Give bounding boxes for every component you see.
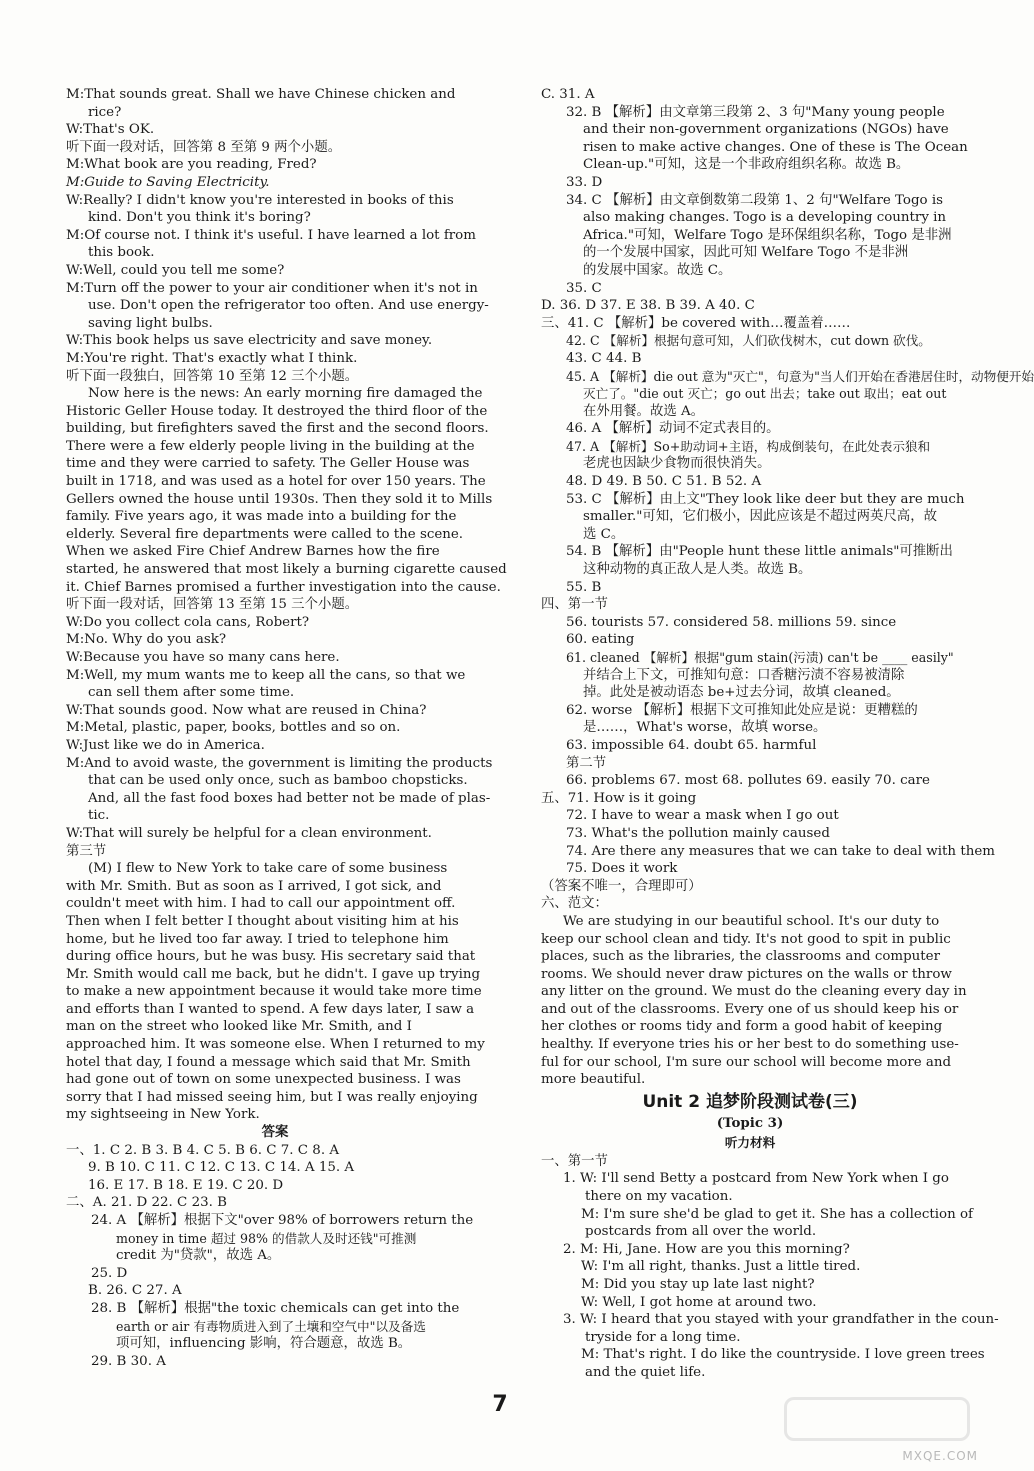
text-line: M:Metal, plastic, paper, books, bottles and so on. <box>66 720 401 736</box>
answer-line: 项可知，influencing 影响，符合题意，故选 B。 <box>116 1336 412 1352</box>
section-heading: 四、第一节 <box>541 597 608 613</box>
text-line: man on the street who looked like Mr. Smith, and I <box>66 1019 412 1035</box>
answer-line: 54. B 【解析】由"People hunt these little animals"可推断出 <box>566 544 953 560</box>
text-line: time and they were carried to safety. The Geller House was <box>66 456 470 472</box>
answer-line: 48. D 49. B 50. C 51. B 52. A <box>566 474 762 490</box>
text-line: M:And to avoid waste, the government is limiting the products <box>66 755 493 771</box>
dialogue-line: W: I'm all right, thanks. Just a little tired. <box>581 1259 861 1275</box>
answer-line: 老虎也因缺少食物而很快消失。 <box>583 456 771 472</box>
answer-line: 61. cleaned 【解析】根据"gum stain(污渍) can't be ____ easily" <box>566 650 954 665</box>
text-line: saving light bulbs. <box>88 315 213 331</box>
answer-line: 33. D <box>566 174 603 190</box>
answer-line: 灭亡了。"die out 灭亡；go out 出去；take out 取出；eat out <box>583 386 947 402</box>
answer-line: 75. Does it work <box>566 861 678 877</box>
text-line: and efforts than I wanted to spend. A few days later, I saw a <box>66 1001 475 1017</box>
text-line: had gone out of town on some unexpected business. I was <box>66 1072 461 1088</box>
answer-line: smaller."可知，它们极小，因此应该是不超过两英尺高，故 <box>583 509 937 525</box>
text-line: this book. <box>88 245 155 261</box>
section-title: Unit 2 追梦阶段测试卷(三) <box>642 1091 858 1112</box>
text-line: tic. <box>88 808 110 824</box>
text-line: W:Do you collect cola cans, Robert? <box>66 614 310 630</box>
essay-line: places, such as the libraries, the classrooms and computer <box>541 949 940 965</box>
text-line: hotel that day, I found a message which said that Mr. Smith <box>66 1054 471 1070</box>
text-line: 听下面一段独白，回答第 10 至第 12 三个小题。 <box>66 368 359 384</box>
answer-line: 62. worse 【解析】根据下文可推知此处应是说：更糟糕的 <box>566 702 918 718</box>
text-line: 听下面一段对话，回答第 8 至第 9 两个小题。 <box>66 139 342 155</box>
text-line: M:Guide to Saving Electricity. <box>66 174 270 190</box>
essay-line: her clothes or rooms tidy and form a good habit of keeping <box>541 1019 943 1035</box>
text-line: W:Well, could you tell me some? <box>66 262 285 278</box>
answer-line: D. 36. D 37. E 38. B 39. A 40. C <box>541 298 755 314</box>
essay-line: We are studying in our beautiful school. It's our duty to <box>563 913 940 929</box>
answer-line: 42. C 【解析】根据句意可知，人们砍伐树木，cut down 砍伐。 <box>566 333 931 349</box>
text-line: use. Don't open the refrigerator too often. And use energy- <box>88 298 489 314</box>
answer-line: C. 31. A <box>541 87 595 102</box>
answer-line: B. 26. C 27. A <box>88 1283 182 1299</box>
watermark-text: MXQE.COM <box>902 1449 978 1463</box>
answer-line: 43. C 44. B <box>566 350 642 366</box>
text-line: W:Because you have so many cans here. <box>66 650 340 665</box>
answer-line: 56. tourists 57. considered 58. millions 59. since <box>566 614 897 630</box>
text-line: There were a few elderly people living in the building at the <box>66 438 475 454</box>
text-line: Mr. Smith would call me back, but he didn't. I gave up trying <box>66 966 481 982</box>
dialogue-line: 3. W: I heard that you stayed with your grandfather in the coun- <box>563 1312 999 1328</box>
text-line: W:Just like we do in America. <box>66 737 265 753</box>
text-line: started, he answered that most likely a burning cigarette caused <box>66 562 507 578</box>
left-column <box>66 86 507 1370</box>
text-line: to make a new appointment because it would take more time <box>66 984 482 1000</box>
answer-line: 并结合上下文，可推知句意：口香糖污渍不容易被清除 <box>583 667 905 683</box>
dialogue-line: W: Well, I got home at around two. <box>581 1294 817 1310</box>
text-line: rice? <box>88 104 122 120</box>
answer-line: 73. What's the pollution mainly caused <box>566 825 830 841</box>
dialogue-line: M: That's right. I do like the countryside. I love green trees <box>581 1347 985 1363</box>
answer-line: and their non-government organizations (NGOs) have <box>583 122 949 138</box>
answer-line: 74. Are there any measures that we can take to deal with them <box>566 843 995 859</box>
text-line: M:Of course not. I think it's useful. I have learned a lot from <box>66 227 476 243</box>
answer-line: money in time 超过 98% 的借款人及时还钱"可推测 <box>116 1230 417 1246</box>
answer-line: 选 C。 <box>583 526 625 542</box>
answer-line: 45. A 【解析】die out 意为"灭亡"，句意为"当人们开始在香港居住时，动物便开始 <box>566 368 1034 384</box>
text-line: approached him. It was someone else. When I returned to my <box>66 1037 485 1053</box>
text-line: with Mr. Smith. But as soon as I arrived, I got sick, and <box>66 878 442 894</box>
text-line: W:Really? I didn't know you're interested in books of this <box>66 192 454 208</box>
section-label: 听力材料 <box>724 1134 776 1150</box>
answer-line: 72. I have to wear a mask when I go out <box>566 808 839 824</box>
answer-line: 16. E 17. B 18. E 19. C 20. D <box>88 1177 284 1193</box>
dialogue-line: M: I'm sure she'd be glad to get it. She has a collection of <box>581 1206 973 1222</box>
answer-line: risen to make active changes. One of these is The Ocean <box>583 139 968 155</box>
essay-line: keep our school clean and tidy. It's not good to spit in public <box>541 931 951 947</box>
text-line: Then when I felt better I thought about visiting him at his <box>66 913 459 929</box>
answer-line: 28. B 【解析】根据"the toxic chemicals can get into the <box>91 1300 460 1316</box>
dialogue-line: M: Did you stay up late last night? <box>581 1277 815 1292</box>
page-number: 7 <box>492 1392 508 1417</box>
section-heading: 第二节 <box>566 755 607 771</box>
essay-line: rooms. We should never draw pictures on the walls or throw <box>541 966 952 982</box>
answer-line: 五、71. How is it going <box>541 790 697 806</box>
answer-line: 是……，What's worse，故填 worse。 <box>583 720 827 736</box>
answer-line: 47. A 【解析】So+助动词+主语，构成倒装句，在此处表示狼和 <box>566 438 931 454</box>
text-line: home, but he lived too far away. I tried to telephone him <box>66 931 449 947</box>
text-line: M:You're right. That's exactly what I think. <box>66 350 358 366</box>
answer-line: 9. B 10. C 11. C 12. C 13. C 14. A 15. A <box>88 1160 355 1176</box>
text-line: W:That sounds good. Now what are reused in China? <box>66 702 427 718</box>
text-line: W:That will surely be helpful for a clean environment. <box>66 825 432 841</box>
text-line: When we asked Fire Chief Andrew Barnes how the fire <box>66 544 440 560</box>
answer-line: 25. D <box>91 1265 128 1281</box>
answer-line: 60. eating <box>566 632 635 648</box>
dialogue-line: there on my vacation. <box>585 1189 733 1205</box>
dialogue-line: 1. W: I'll send Betty a postcard from New York when I go <box>563 1171 949 1187</box>
essay-line: any litter on the ground. We must do the cleaning every day in <box>541 984 967 1000</box>
text-line: And, all the fast food boxes had better not be made of plas- <box>88 790 491 806</box>
text-line: it. Chief Barnes promised a further investigation into the cause. <box>66 579 501 595</box>
text-line: that can be used only once, such as bamboo chopsticks. <box>88 773 468 789</box>
text-line: kind. Don't you think it's boring? <box>88 210 311 226</box>
text-line: M:Well, my mum wants me to keep all the cans, so that we <box>66 667 466 683</box>
text-line: M:What book are you reading, Fred? <box>66 157 317 173</box>
answer-line: 66. problems 67. most 68. pollutes 69. easily 70. care <box>566 773 930 789</box>
answer-note: （答案不唯一，合理即可） <box>541 878 702 894</box>
answer-line: Clean-up."可知，这是一个非政府组织名称。故选 B。 <box>583 157 910 173</box>
text-line: M:Turn off the power to your air conditioner when it's not in <box>66 280 478 296</box>
text-line: built in 1718, and was used as a hotel for over 150 years. The <box>66 474 486 490</box>
text-line: M:No. Why do you ask? <box>66 632 227 648</box>
text-line: couldn't meet with him. I had to call our appointment off. <box>66 896 456 912</box>
answer-line: 掉。此处是被动语态 be+过去分词，故填 cleaned。 <box>583 685 900 701</box>
answer-line: 29. B 30. A <box>91 1353 166 1369</box>
text-line: can sell them after some time. <box>88 685 295 701</box>
dialogue-line: postcards from all over the world. <box>585 1224 817 1240</box>
answer-line: 32. B 【解析】由文章第三段第 2、3 句"Many young people <box>566 104 945 120</box>
essay-line: ful for our school, I'm sure our school will become more and <box>541 1054 952 1070</box>
watermark-logo <box>784 1397 970 1441</box>
answer-line: 46. A 【解析】动词不定式表目的。 <box>566 421 780 437</box>
text-line: 听下面一段对话，回答第 13 至第 15 三个小题。 <box>66 597 359 613</box>
text-line: my sightseeing in New York. <box>66 1107 260 1123</box>
text-line: during office hours, but he was busy. His secretary said that <box>66 949 476 965</box>
dialogue-line: and the quiet life. <box>585 1364 706 1380</box>
right-column <box>541 86 1034 1382</box>
text-line: building, but firefighters saved the first and the second floors. <box>66 421 489 437</box>
answer-line: 34. C 【解析】由文章倒数第二段第 1、2 句"Welfare Togo is <box>566 192 944 208</box>
text-line: elderly. Several fire departments were called to the scene. <box>66 526 464 542</box>
answer-line: 63. impossible 64. doubt 65. harmful <box>566 737 817 753</box>
text-line: sorry that I had missed seeing him, but I was really enjoying <box>66 1089 478 1105</box>
answer-line: Africa."可知，Welfare Togo 是环保组织名称，Togo 是非洲 <box>583 227 952 243</box>
answer-line: 的发展中国家。故选 C。 <box>583 262 732 278</box>
section-heading: 第三节 <box>66 843 107 859</box>
answer-line: 这种动物的真正敌人是人类。故选 B。 <box>583 562 812 578</box>
section-topic: (Topic 3) <box>716 1114 784 1131</box>
text-line: W:This book helps us save electricity and save money. <box>66 333 433 349</box>
answer-line: 的一个发展中国家，因此可知 Welfare Togo 不是非洲 <box>583 245 909 261</box>
section-heading: 六、范文： <box>541 896 608 912</box>
dialogue-line: tryside for a long time. <box>585 1329 741 1345</box>
answer-line: 53. C 【解析】由上文"They look like deer but they are much <box>566 491 965 507</box>
section-heading: 一、第一节 <box>541 1153 608 1169</box>
text-line: Gellers owned the house until 1930s. Then they sold it to Mills <box>66 491 493 507</box>
answer-line: credit 为"贷款"，故选 A。 <box>116 1248 281 1264</box>
text-line: family. Five years ago, it was made into a building for the <box>66 509 457 525</box>
answer-line: also making changes. Togo is a developing country in <box>583 210 947 226</box>
text-line: (M) I flew to New York to take care of some business <box>88 861 448 877</box>
dialogue-line: 2. M: Hi, Jane. How are you this morning? <box>563 1241 850 1257</box>
answer-line: 二、A. 21. D 22. C 23. B <box>66 1195 227 1211</box>
answer-line: 在外用餐。故选 A。 <box>583 403 705 419</box>
answers-heading: 答案 <box>261 1124 289 1141</box>
answer-line: 24. A 【解析】根据下文"over 98% of borrowers return the <box>91 1213 474 1228</box>
essay-line: and out of the classrooms. Every one of us should keep his or <box>541 1001 959 1017</box>
answer-line: earth or air 有毒物质进入到了土壤和空气中"以及备选 <box>116 1318 426 1334</box>
answer-line: 一、1. C 2. B 3. B 4. C 5. B 6. C 7. C 8. A <box>66 1142 340 1158</box>
essay-line: more beautiful. <box>541 1072 646 1088</box>
answer-line: 35. C <box>566 280 602 296</box>
text-line: Now here is the news: An early morning fire damaged the <box>88 386 483 402</box>
text-line: W:That's OK. <box>66 122 155 138</box>
text-line: Historic Geller House today. It destroyed the third floor of the <box>66 403 488 419</box>
text-line: M:That sounds great. Shall we have Chinese chicken and <box>66 87 456 102</box>
essay-line: healthy. If everyone tries his or her best to do something use- <box>541 1037 959 1053</box>
answer-line: 55. B <box>566 579 602 595</box>
answer-line: 三、41. C 【解析】be covered with…覆盖着…… <box>541 315 851 331</box>
